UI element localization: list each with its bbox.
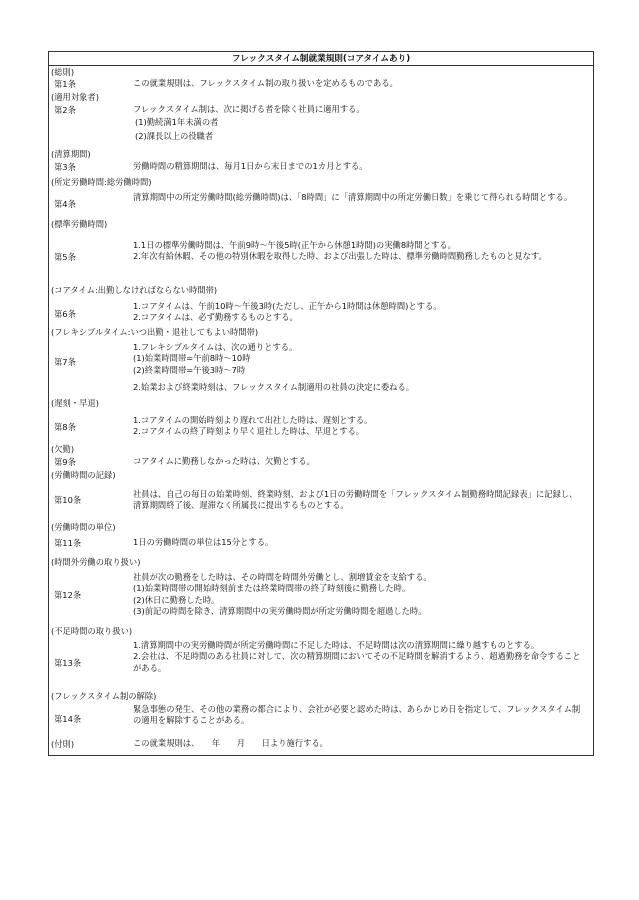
article-line: コアタイムに勤務しなかった時は、欠勤とする。 (133, 456, 315, 466)
article-line: 社員が次の勤務をした時は、その時間を時間外労働とし、割増賃金を支給する。 (133, 572, 432, 582)
article-number: 第5条 (54, 252, 76, 262)
section-heading: (労働時間の記録) (51, 470, 116, 480)
section-heading: (時間外労働の取り扱い) (51, 557, 141, 567)
article-line: 清算期間中の所定労働時間(総労働時間)は、「8時間」に「清算期間中の所定労働日数」を乗じて得られる時間とする。 (133, 192, 573, 202)
supplement-heading: (付則) (51, 739, 75, 749)
article-number: 第8条 (54, 422, 76, 432)
article-body (133, 537, 583, 548)
article-line: 1.1日の標準労働時間は、午前9時〜午後5時(正午から休憩1時間)の実働8時間とする。 (133, 240, 456, 250)
article-body (133, 104, 583, 142)
article-line: この就業規則は、フレックスタイム制の取り扱いを定めるものである。 (133, 78, 398, 88)
article-body (133, 161, 583, 172)
article-body (133, 489, 583, 512)
article-number: 第13条 (54, 658, 82, 668)
article-line: (3)前記の時間を除き、清算期間中の実労働時間が所定労働時間を超過した時。 (133, 605, 427, 616)
article-number: 第6条 (54, 309, 76, 319)
section-heading: (総則) (51, 67, 75, 77)
article-number: 第3条 (54, 162, 76, 172)
article-number: 第1条 (54, 79, 76, 89)
article-body (133, 415, 583, 438)
article-body (133, 704, 583, 727)
article-line: 1.コアタイムの開始時刻より遅れて出社した時は、遅刻とする。 (133, 415, 373, 425)
article-line: (1)始業時間帯=午前8時〜10時 (133, 353, 251, 364)
article-line: 2.会社は、不足時間のある社員に対して、次の精算期間においてその不足時間を解消するよう、超過勤務を命令することがある。 (133, 651, 581, 673)
supplement-line: この就業規則は、 年 月 日より施行する。 (133, 738, 328, 748)
section-heading: (遅刻・早退) (51, 398, 99, 408)
section-heading: (不足時間の取り扱い) (51, 626, 133, 636)
article-number: 第2条 (54, 105, 76, 115)
article-number: 第10条 (54, 495, 82, 505)
article-body (133, 342, 583, 393)
article-line: フレックスタイム制は、次に掲げる者を除く社員に適用する。 (133, 104, 365, 114)
article-line: 2.コアタイムの終了時刻より早く退社した時は、早退とする。 (133, 426, 365, 437)
article-line: (2)休日に勤務した時。 (133, 594, 220, 605)
article-body (133, 240, 583, 263)
section-heading: (標準労働時間) (51, 219, 108, 229)
article-line: (1)勤続満1年未満の者 (135, 117, 219, 128)
article-body (133, 78, 583, 89)
article-number: 第7条 (54, 357, 76, 367)
article-body (133, 301, 583, 324)
article-number: 第4条 (54, 199, 76, 209)
article-number: 第12条 (54, 590, 82, 600)
regulation-sheet (48, 51, 594, 756)
section-heading: (フレキシブルタイム:いつ出勤・退社してもよい時間帯) (51, 327, 259, 337)
article-line: 1.コアタイムは、午前10時〜午後3時(ただし、正午から1時間は休憩時間)とする。 (133, 301, 442, 311)
section-heading: (適用対象者) (51, 92, 99, 102)
article-line: 緊急事態の発生、その他の業務の都合により、会社が必要と認めた時は、あらかじめ日を指定して、フレックスタイム制の適用を解除することがある。 (133, 704, 581, 726)
article-number: 第14条 (54, 714, 82, 724)
article-line: 1.清算期間中の実労働時間が所定労働時間に不足した時は、不足時間は次の清算期間に繰り越すものとする。 (133, 640, 540, 650)
article-line: 1.フレキシブルタイムは、次の通りとする。 (133, 342, 298, 352)
section-heading: (所定労働時間:総労働時間) (51, 177, 152, 187)
article-body (133, 192, 583, 203)
article-body (133, 572, 583, 617)
article-line: 2.年次有給休暇、その他の特別休暇を取得した時、および出張した時は、標準労働時間勤務したものと見なす。 (133, 251, 547, 262)
section-heading: (欠勤) (51, 444, 75, 454)
article-body (133, 640, 583, 674)
article-line: (1)始業時間帯の開始時刻前または終業時間帯の終了時刻後に勤務した時。 (133, 583, 411, 594)
article-line: (2)課長以上の役職者 (135, 130, 214, 141)
article-line: (2)終業時間帯=午後3時〜7時 (133, 364, 246, 375)
supplement-body (133, 738, 583, 749)
document-title: フレックスタイム制就業規則(コアタイムあり) (49, 52, 593, 66)
article-number: 第11条 (54, 538, 82, 548)
article-line: 2.コアタイムは、必ず勤務するものとする。 (133, 312, 298, 323)
article-body (133, 456, 583, 467)
section-heading: (清算期間) (51, 149, 91, 159)
article-line: 労働時間の精算期間は、毎月1日から末日までの1カ月とする。 (133, 161, 368, 171)
section-heading: (フレックスタイム制の解除) (51, 691, 157, 701)
article-line: 1日の労働時間の単位は15分とする。 (133, 537, 274, 547)
section-heading: (コアタイム:出勤しなければならない時間帯) (51, 285, 218, 295)
article-line: 社員は、自己の毎日の始業時刻、終業時刻、および1日の労働時間を「フレックスタイム制勤務時間記録表」に記録し、清算期間終了後、遅滞なく所属長に提出するものとする。 (133, 489, 578, 511)
article-number: 第9条 (54, 457, 76, 467)
section-heading: (労働時間の単位) (51, 522, 116, 532)
article-line: 2.始業および終業時刻は、フレックスタイム制適用の社員の決定に委ねる。 (133, 381, 415, 392)
